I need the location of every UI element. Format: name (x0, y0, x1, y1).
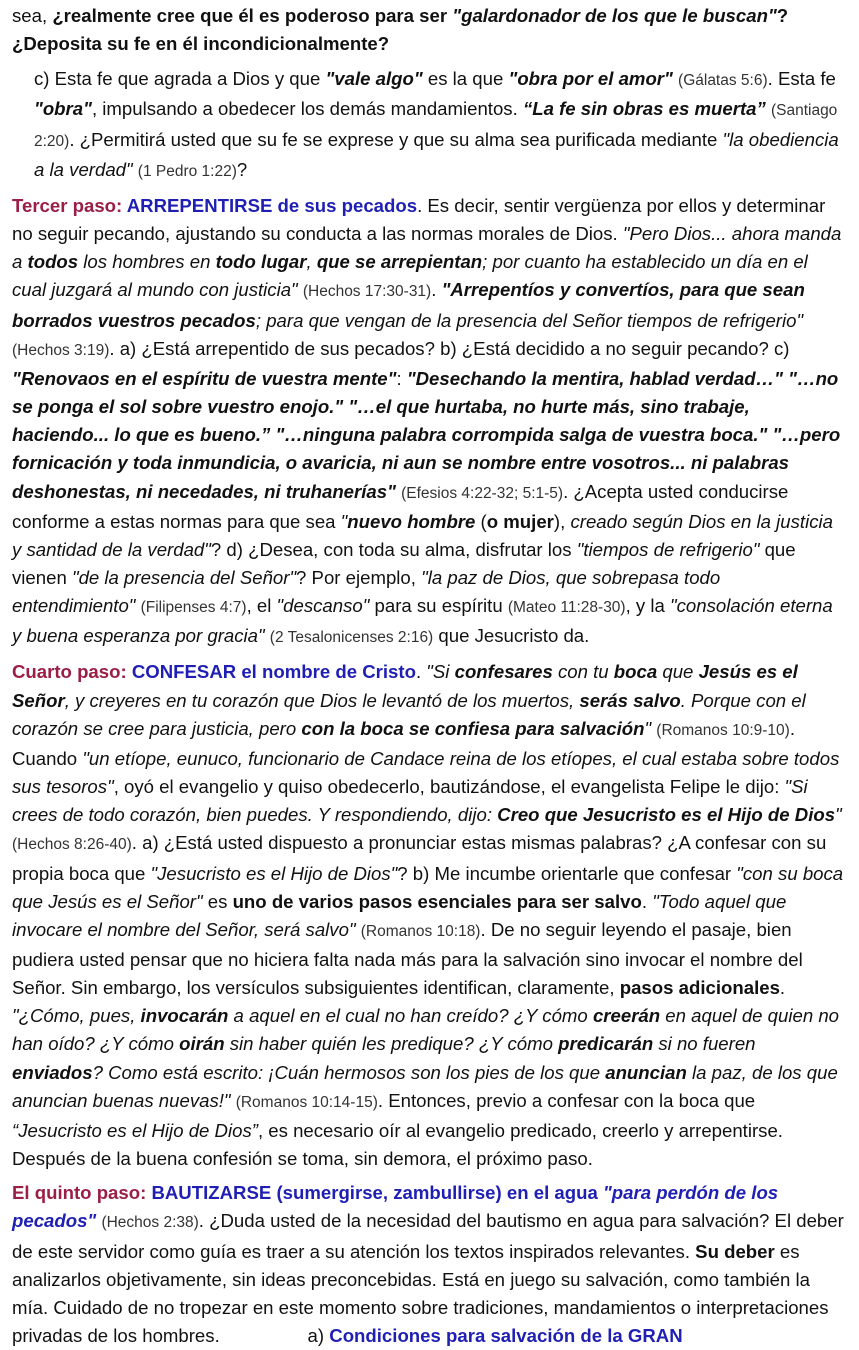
text-run: , impulsando a obedecer los demás mandamientos. (91, 98, 523, 120)
document-page (12, 2, 847, 1350)
text-run: que (657, 661, 699, 683)
text-run: " (340, 510, 348, 532)
text-run: que se arrepientan (316, 251, 483, 273)
text-run: . Esta fe (767, 68, 842, 90)
text-run: c) Esta fe que agrada a Dios y que (34, 68, 326, 90)
paragraph-tercer-paso (12, 192, 847, 653)
text-run: "galardonador de los que le buscan" (452, 5, 777, 26)
text-run: . (779, 977, 791, 999)
text-run: ? b) Me incumbe orientarle que confesar (397, 862, 737, 884)
text-run (803, 310, 808, 331)
text-run: los hombres en (78, 251, 216, 273)
text-run: . De no seguir leyendo el pasaje, bien pudiera usted pensar que no hiciera falta nada más para la salvación sino invocar el nombre del Señor. Sin embargo, los versículos subsiguientes identifican, claramente, (12, 918, 808, 999)
text-run: . ¿Permitirá usted que su fe se exprese y que su alma sea purificada mediante (69, 128, 723, 150)
text-run: es la que (422, 68, 509, 90)
text-run: (Santiago 2:20) (34, 102, 842, 150)
text-run: "Si (426, 661, 455, 683)
text-run: “La fe sin obras es muerta” (522, 98, 766, 120)
text-run: ? d) ¿Desea, con toda su alma, disfrutar los (210, 538, 577, 560)
text-run: . a) ¿Está arrepentido de sus pecados? b) ¿Está decidido a no seguir pecando? c) (109, 337, 795, 359)
text-run: "con su boca que Jesús es el Señor" (12, 862, 849, 912)
text-run: (1 Pedro 1:22) (137, 162, 237, 180)
text-run: "vale algo" (325, 68, 423, 90)
text-run: "Renovaos en el espíritu de vuestra mente" (12, 367, 397, 389)
text-run: ; para que vengan de la presencia del Señor tiempos de refrigerio" (255, 309, 804, 331)
text-run: ? Por ejemplo, (296, 566, 422, 588)
text-run: oirán (179, 1033, 225, 1055)
text-run: "Todo aquel que invocare el nombre del Señor, será salvo" (12, 890, 792, 940)
text-run: nuevo hombre (347, 510, 476, 532)
text-run: en aquel de quien no han oído? ¿Y cómo (12, 1005, 845, 1055)
text-run: (Filipenses 4:7) (140, 599, 247, 617)
text-run: " (835, 804, 842, 826)
text-run: enviados (12, 1061, 93, 1083)
text-run: "obra por el amor" (508, 68, 673, 90)
text-run: . (431, 279, 442, 301)
text-run: "la obediencia a la verdad" (34, 128, 844, 180)
text-run: serás salvo (579, 689, 681, 711)
text-run: la paz, de los que anuncian buenas nuevas!" (12, 1061, 843, 1111)
text-run: (Hechos 17:30-31) (302, 283, 432, 301)
text-run: . Es decir, sentir vergüenza por ellos y determinar no seguir pecando, ajustando su conducta a las normas morales de Dios. (12, 194, 831, 245)
text-run: (Gálatas 5:6) (678, 72, 768, 90)
text-run: creerán (592, 1005, 661, 1027)
text-run: (Romanos 10:18) (360, 922, 481, 940)
paragraph-item-c-fe (12, 65, 847, 186)
text-run: confesares (454, 661, 553, 683)
text-run: con tu (552, 661, 614, 683)
text-run: (Romanos 10:14-15) (235, 1093, 378, 1111)
text-run: (Romanos 10:9-10) (656, 721, 790, 739)
text-run: ? ¿Deposita su fe en él incondicionalmente? (12, 5, 794, 55)
text-run: creado según Dios en la justicia y santidad de la verdad" (12, 510, 839, 560)
paragraph-cuarto-paso (12, 658, 847, 1173)
text-run: (Mateo 11:28-30) (507, 599, 626, 617)
text-run: BAUTIZARSE (sumergirse, zambullirse) en el agua (151, 1182, 603, 1204)
text-run: (Hechos 3:19) (12, 341, 110, 359)
text-run: . ¿Acepta usted conducirse conforme a estas normas para que sea (12, 480, 794, 532)
text-run: a aquel en el cual no han creído? ¿Y cómo (228, 1005, 593, 1027)
text-run: uno de varios pasos esenciales para ser salvo (232, 890, 642, 912)
text-run: todos (27, 251, 79, 273)
text-run: ¿realmente cree que él es poderoso para ser (52, 5, 453, 26)
text-run: o mujer (486, 510, 554, 532)
text-run: Su deber (695, 1240, 775, 1262)
text-run: (Hechos 8:26-40) (12, 836, 132, 854)
text-run: sea, (12, 5, 53, 26)
text-run: , oyó el evangelio y quiso obedecerlo, bautizándose, el evangelista Felipe le dijo: (113, 776, 785, 798)
text-run: si no fueren (653, 1033, 761, 1055)
text-run: con la boca se confiesa para salvación (301, 717, 645, 739)
text-run: anuncian (605, 1061, 687, 1083)
text-run: (2 Tesalonicenses 2:16) (269, 629, 434, 647)
text-run: " (644, 717, 652, 739)
text-run: Creo que Jesucristo es el Hijo de Dios (497, 804, 836, 826)
text-run: predicarán (558, 1033, 654, 1055)
text-run: boca (613, 661, 658, 683)
text-run: , (306, 251, 317, 273)
text-run: todo lugar (215, 251, 307, 273)
text-run: "un etíope, eunuco, funcionario de Candace reina de los etíopes, el cual estaba sobre todos sus tesoros" (12, 747, 845, 798)
text-run: "obra" (34, 98, 92, 120)
text-run: "para perdón de los pecados" (12, 1182, 784, 1232)
text-run: . Entonces, previo a confesar con la boca que (377, 1089, 761, 1111)
text-run: para su espíritu (369, 595, 508, 617)
text-run: CONFESAR el nombre de Cristo (131, 661, 416, 683)
text-run: "de la presencia del Señor" (71, 566, 297, 588)
text-run: Tercer paso: (12, 194, 127, 216)
text-run: ( (475, 510, 487, 532)
text-run: . ¿Duda usted de la necesidad del bautismo en agua para salvación? El deber de este servidor como guía es traer a su atención los textos inspirados relevantes. (12, 1210, 849, 1262)
text-run: "Jesucristo es el Hijo de Dios" (150, 862, 398, 884)
text-run: ? Como está escrito: ¡Cuán hermosos son los pies de los que (92, 1061, 606, 1083)
text-run: , y creyeres en tu corazón que Dios le levantó de los muertos, (64, 689, 580, 711)
text-run: "Si crees de todo corazón, bien puedes. Y respondiendo, dijo: (12, 776, 813, 826)
text-run: , el (246, 595, 277, 617)
text-run: . Cuando (12, 717, 801, 769)
text-run: : (396, 367, 407, 389)
text-run (842, 804, 847, 825)
text-run: . (415, 661, 427, 683)
text-run: . (641, 890, 653, 912)
text-run: "Arrepentíos y convertíos, para que sean borrados vuestros pecados (12, 279, 810, 331)
text-run: "Pero Dios... ahora manda a (12, 223, 847, 273)
text-run: Condiciones para salvación de la GRAN (329, 1325, 683, 1347)
text-run: Jesús es el Señor (12, 661, 803, 711)
text-run: que Jesucristo da. (433, 625, 590, 647)
text-run: "tiempos de refrigerio" (576, 538, 760, 560)
text-run: (Hechos 2:38) (101, 1214, 199, 1232)
paragraph-continuation (12, 2, 847, 58)
text-run: "¿Cómo, pues, (12, 1005, 141, 1027)
paragraph-quinto-paso (12, 1179, 847, 1350)
text-run: , es necesario oír al evangelio predicado, creerlo y arrepentirse. Después de la buena confesión se toma, sin demora, el próximo paso. (12, 1119, 789, 1170)
text-run: Cuarto paso: (12, 661, 132, 683)
text-run: pasos adicionales (619, 977, 780, 999)
text-run: ; por cuanto ha establecido un día en el cual juzgará al mundo con justicia" (12, 251, 813, 301)
text-run: , y la (625, 595, 671, 617)
text-run: es analizarlos objetivamente, sin ideas preconcebidas. Está en juego su salvación, como también la mía. Cuidado de no tropezar en este momento sobre tradiciones, mandamientos o interpretaciones privadas de los hombres. a) (12, 1240, 834, 1347)
text-run: invocarán (140, 1005, 229, 1027)
text-run: ), (553, 510, 571, 532)
text-run: El quinto paso: (12, 1182, 152, 1204)
text-run: . Porque con el corazón se cree para justicia, pero (12, 689, 811, 739)
text-run: "consolación eterna y buena esperanza por gracia" (12, 595, 838, 647)
text-run: (Efesios 4:22-32; 5:1-5) (401, 484, 564, 502)
text-run: "la paz de Dios, que sobrepasa todo entendimiento" (12, 566, 726, 617)
text-run: es (202, 890, 233, 912)
text-run: ARREPENTIRSE de sus pecados (126, 194, 418, 216)
text-run: "descanso" (276, 595, 370, 617)
text-run: sin haber quién les predique? ¿Y cómo (224, 1033, 559, 1055)
text-run: "Desechando la mentira, hablad verdad…" "…no se ponga el sol sobre vuestro enojo." "…el que hurtaba, no hurte más, sino trabaje, haciendo... lo que es bueno.” "…ninguna palabra corrompida salga de vuestra boca." "…pero fornicación y toda inmundicia, o avaricia, ni aun se nombre entre vosotros... ni palabras deshonestas, ni necedades, ni truhanerías" (12, 367, 846, 502)
text-run: ? (236, 158, 248, 180)
text-run: “Jesucristo es el Hijo de Dios” (12, 1119, 258, 1141)
text-run: . a) ¿Está usted dispuesto a pronunciar estas mismas palabras? ¿A confesar con su propia boca que (12, 832, 832, 884)
text-run: que vienen (12, 538, 801, 588)
